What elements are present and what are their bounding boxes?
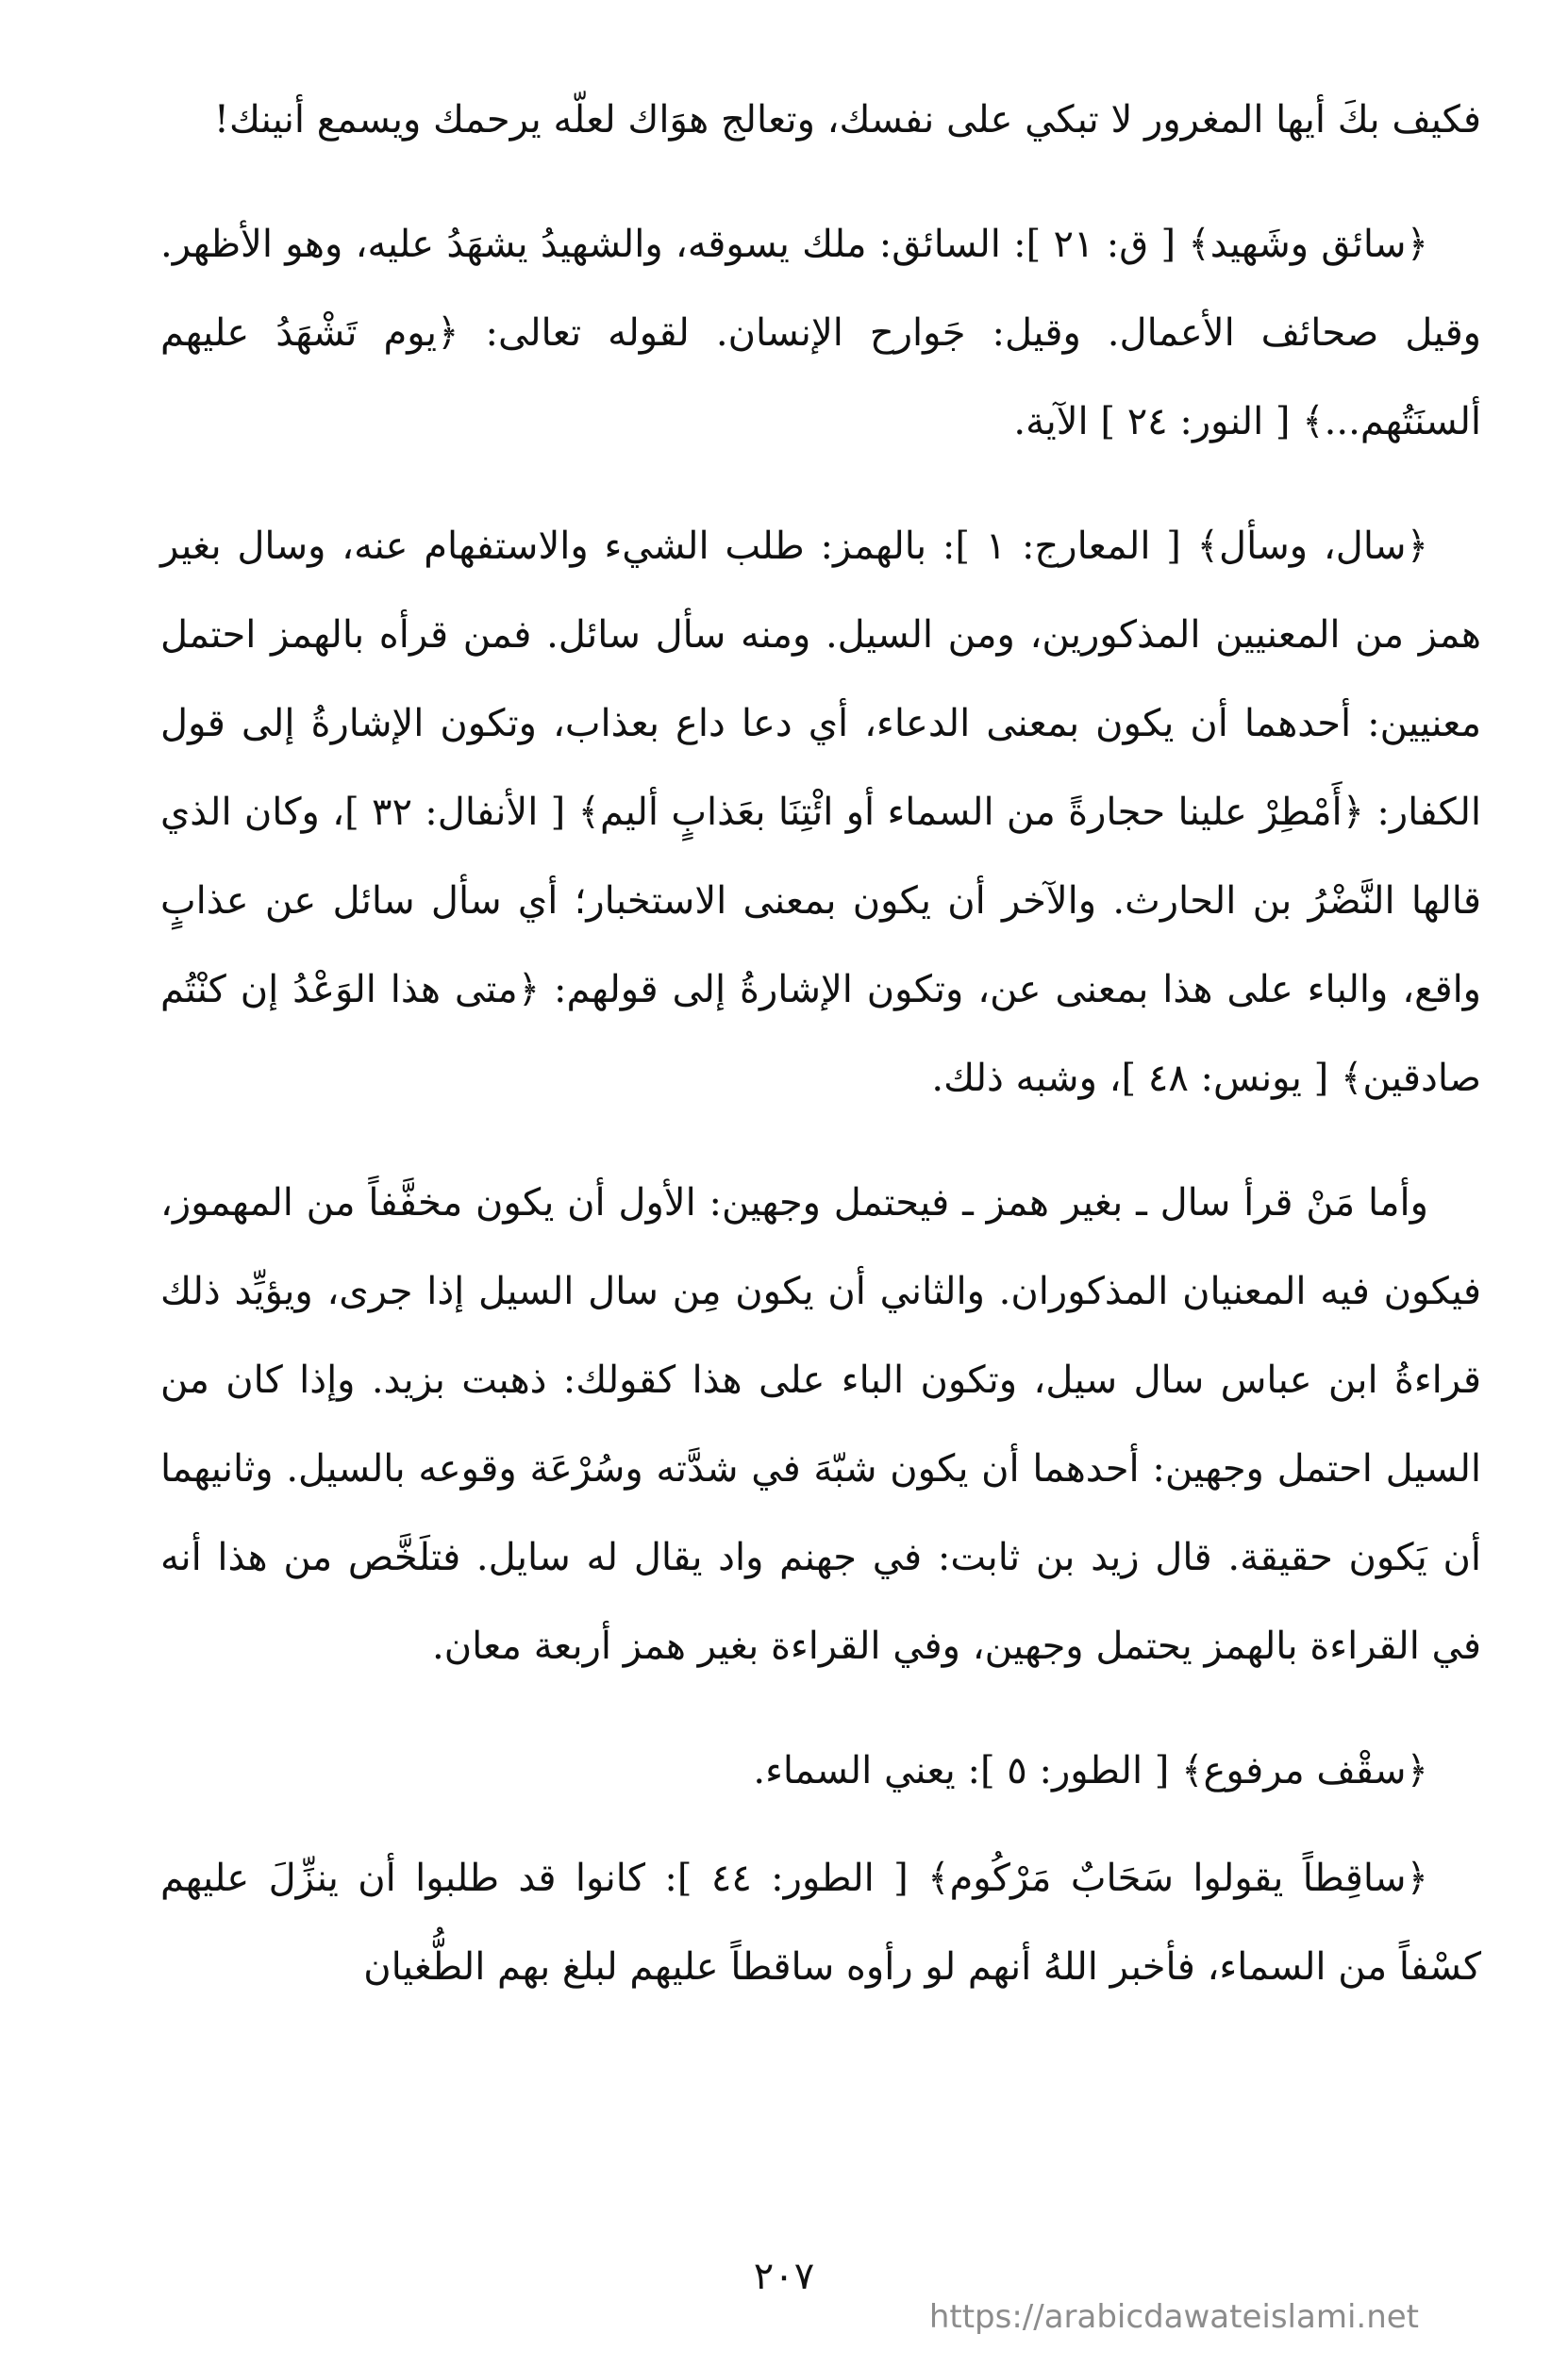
paragraph-qiraa-bighayr-hamz: وأما مَنْ قرأ سال ـ بغير همز ـ فيحتمل وجهين: الأول أن يكون مخفَّفاً من المهموز، فيكون فيه المعنيان المذكوران. والثاني أن يكون مِن سال السيل إذا جرى، ويؤيِّد ذلك قراءةُ ابن عباس سال سيل، وتكون الباء على هذا كقولك: ذهبت بزيد. وإذا كان من السيل احتمل وجهين: أحدهما أن يكون شبّهَ في شدَّته وسُرْعَة وقوعه بالسيل. وثانيهما أن يَكون حقيقة. قال زيد بن ثابت: في جهنم واد يقال له سايل. فتلَخَّص من هذا أنه في القراءة بالهمز يحتمل وجهين، وفي القراءة بغير همز أربعة معان. <box>160 1181 1481 1668</box>
paragraph-saiq-wa-shahid: ﴿سائق وشَهيد﴾ [ ق: ٢١ ]: السائق: ملك يسوقه، والشهيدُ يشهَدُ عليه، وهو الأظهر. وقيل صحائف الأعمال. وقيل: جَوارح الإنسان. لقوله تعالى: ﴿يوم تَشْهَدُ عليهم ألسنَتُهم...﴾ [ النور: ٢٤ ] الآية. <box>160 223 1481 443</box>
page-body <box>160 75 1481 2245</box>
page-number: ٢٠٧ <box>753 2255 815 2298</box>
watermark-url: https://arabicdawateislami.net <box>928 2298 1419 2336</box>
paragraph-saqitan: ﴿ساقِطاً يقولوا سَحَابٌ مَرْكُوم﴾ [ الطور: ٤٤ ]: كانوا قد طلبوا أن ينزِّلَ عليهم كسْفاً من السماء، فأخبر اللهُ أنهم لو رأوه ساقطاً عليهم لبلغ بهم الطُّغيان <box>160 1857 1481 1989</box>
paragraph-saqf-marfu: ﴿سقْف مرفوع﴾ [ الطور: ٥ ]: يعني السماء. <box>753 1749 1428 1792</box>
paragraph-intro: فكيف بكَ أيها المغرور لا تبكي على نفسك، وتعالج هوَاك لعلّه يرحمك ويسمع أنينك! <box>213 98 1481 142</box>
paragraph-sal-wa-saal: ﴿سال، وسأل﴾ [ المعارج: ١ ]: بالهمز: طلب الشيء والاستفهام عنه، وسال بغير همز من المعنيين المذكورين، ومن السيل. ومنه سأل سائل. فمن قرأه بالهمز احتمل معنيين: أحدهما أن يكون بمعنى الدعاء، أي دعا داع بعذاب، وتكون الإشارةُ إلى قول الكفار: ﴿أَمْطِرْ علينا حجارةً من السماء أو ائْتِنَا بعَذابٍ أليم﴾ [ الأنفال: ٣٢ ]، وكان الذي قالها النَّضْرُ بن الحارث. والآخر أن يكون بمعنى الاستخبار؛ أي سأل سائل عن عذابٍ واقع، والباء على هذا بمعنى عن، وتكون الإشارةُ إلى قولهم: ﴿متى هذا الوَعْدُ إن كنْتُم صادقين﴾ [ يونس: ٤٨ ]، وشبه ذلك. <box>160 525 1481 1100</box>
